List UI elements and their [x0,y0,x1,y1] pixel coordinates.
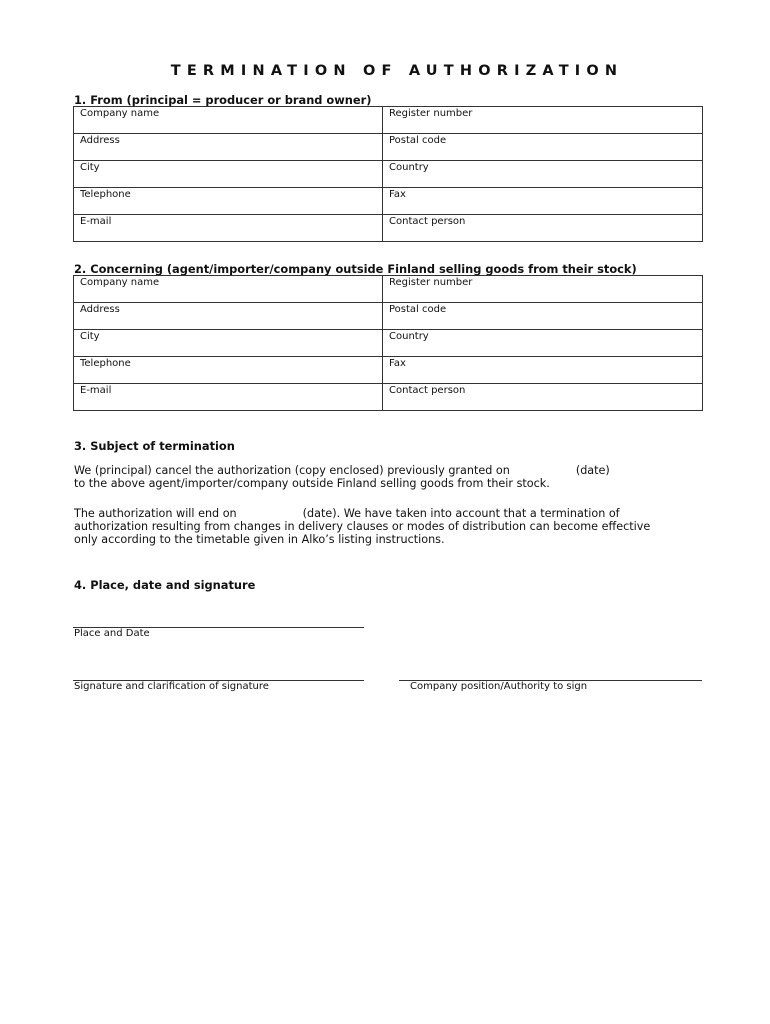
place-date-label: Place and Date [74,628,150,639]
country-field[interactable] [383,330,703,357]
field-label: Register number [389,277,473,288]
paragraph-text: to the above agent/importer/company outside Finland selling goods from their stock. [74,477,550,491]
table-row [74,330,703,357]
telephone-field[interactable] [74,357,383,384]
telephone-field[interactable] [74,188,383,215]
paragraph-text: only according to the timetable given in Alko’s listing instructions. [74,533,445,547]
field-label: Postal code [389,135,447,146]
field-label: Contact person [389,216,466,227]
field-label: Fax [389,189,406,200]
country-field[interactable] [383,161,703,188]
fax-field[interactable] [383,188,703,215]
paragraph-text: The authorization will end on [74,507,237,520]
field-label: Country [389,331,429,342]
termination-paragraph-1 [74,464,610,490]
field-label: Fax [389,358,406,369]
field-label: Register number [389,108,473,119]
paragraph-text: We (principal) cancel the authorization (copy enclosed) previously granted on [74,464,510,477]
field-label: Company name [80,277,160,288]
termination-paragraph-2 [74,507,650,547]
field-label: Telephone [80,358,131,369]
field-label: Postal code [389,304,447,315]
company-name-field[interactable] [74,107,383,134]
register-number-field[interactable] [383,276,703,303]
table-row [74,215,703,242]
register-number-field[interactable] [383,107,703,134]
address-field[interactable] [74,134,383,161]
paragraph-text: (date). We have taken into account that a termination of [302,507,620,520]
section3-heading: 3. Subject of termination [74,439,235,453]
document-title: TERMINATION OF AUTHORIZATION [170,63,624,79]
field-label: Address [80,135,120,146]
table-row [74,134,703,161]
table-row [74,276,703,303]
paragraph-text: authorization resulting from changes in delivery clauses or modes of distribution can become effective [74,520,651,534]
section2-heading: 2. Concerning (agent/importer/company outside Finland selling goods from their stock) [74,262,637,276]
section1-heading: 1. From (principal = producer or brand owner) [74,93,372,107]
address-field[interactable] [74,303,383,330]
company-name-field[interactable] [74,276,383,303]
field-label: E-mail [80,385,112,396]
field-label: Company name [80,108,160,119]
city-field[interactable] [74,161,383,188]
email-field[interactable] [74,384,383,411]
email-field[interactable] [74,215,383,242]
table-row [74,303,703,330]
field-label: Telephone [80,189,131,200]
section1-table [73,106,703,242]
table-row [74,161,703,188]
contact-person-field[interactable] [383,384,703,411]
field-label: Country [389,162,429,173]
table-row [74,188,703,215]
field-label: City [80,162,100,173]
section4-heading: 4. Place, date and signature [74,578,256,592]
postal-code-field[interactable] [383,303,703,330]
date-suffix: (date) [575,464,610,477]
contact-person-field[interactable] [383,215,703,242]
signature-label: Signature and clarification of signature [74,681,269,692]
table-row [74,384,703,411]
table-row [74,107,703,134]
field-label: E-mail [80,216,112,227]
field-label: Contact person [389,385,466,396]
table-row [74,357,703,384]
city-field[interactable] [74,330,383,357]
section2-table [73,275,703,411]
field-label: City [80,331,100,342]
postal-code-field[interactable] [383,134,703,161]
fax-field[interactable] [383,357,703,384]
position-label: Company position/Authority to sign [410,681,588,692]
field-label: Address [80,304,120,315]
